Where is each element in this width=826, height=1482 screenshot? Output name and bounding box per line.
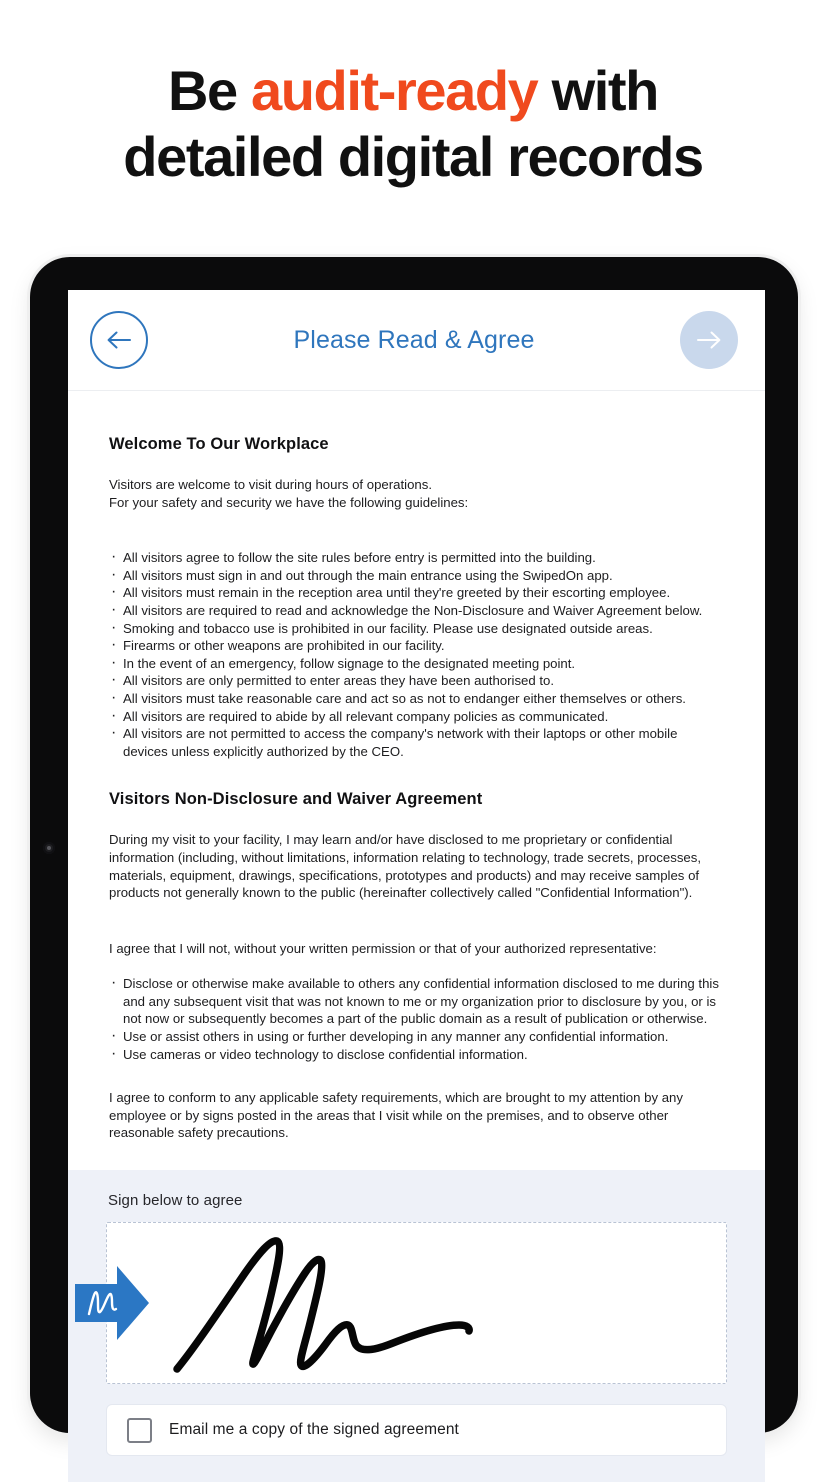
tablet-device-frame [30,257,798,1439]
app-header [68,290,765,391]
page-headline [0,58,826,190]
rule-list-item: · All visitors are required to abide by all relevant company policies as communicated. [109,708,725,726]
headline-text-before: Be [168,59,251,122]
nda-paragraph: During my visit to your facility, I may learn and/or have disclosed to me proprietary or confidential information (including, without limitations, information relating to technology, trade secrets, processes, materials, equipment, drawings, specifications, prototypes and products) and may receive samples of products not generally known to the public (hereinafter collectively called "Confidential Information"). [109,832,702,901]
rule-list-item: · All visitors are not permitted to access the company's network with their laptops or other mobile devices unless explicitly authorized by the CEO. [109,725,725,760]
rule-list-item: · Firearms or other weapons are prohibited in our facility. [109,637,725,655]
camera-icon [43,842,55,854]
headline-text-after: with [537,59,658,122]
intro-line-1: Visitors are welcome to visit during hours of operations. [109,477,433,492]
intro-line-2: For your safety and security we have the following guidelines: [109,494,469,510]
signature-panel [68,1170,765,1482]
nda-heading: Visitors Non-Disclosure and Waiver Agreement [109,790,483,809]
agreement-document[interactable] [68,391,765,1170]
forward-button[interactable] [680,311,738,369]
arrow-right-icon [696,330,722,350]
headline-accent-text: audit-ready [250,59,538,122]
agreement-list-item: · Use cameras or video technology to disclose confidential information. [109,1046,725,1064]
rule-list-item: · All visitors are required to read and acknowledge the Non-Disclosure and Waiver Agreement below. [109,602,725,620]
agreement-list-item: · Use or assist others in using or further developing in any manner any confidential information. [109,1028,725,1046]
signature-arrow-badge-icon [73,1262,151,1344]
email-copy-label: Email me a copy of the signed agreement [169,1421,459,1439]
rule-list-item: · All visitors must take reasonable care and act so as not to endanger either themselves or others. [109,690,725,708]
rule-list-item: · In the event of an emergency, follow signage to the designated meeting point. [109,655,725,673]
arrow-left-icon [106,330,132,350]
rule-list-item: · Smoking and tobacco use is prohibited in our facility. Please use designated outside areas. [109,620,725,638]
rule-list-item: · All visitors agree to follow the site rules before entry is permitted into the building. [109,549,725,567]
agreement-terms-list [109,975,725,1063]
rule-list-item: · All visitors must sign in and out through the main entrance using the SwipedOn app. [109,567,725,585]
signature-pad-wrapper [106,1222,727,1384]
tablet-screen [68,290,765,1439]
signature-ink [167,1229,587,1379]
headline-line-2: detailed digital records [123,125,703,189]
agree-intro-paragraph: I agree that I will not, without your written permission or that of your authorized representative: [109,940,657,956]
back-button[interactable] [90,311,148,369]
spacer [109,1063,725,1089]
workplace-rules-list [109,549,725,760]
closing-paragraph: I agree to conform to any applicable safety requirements, which are brought to my attention by any employee or by signs posted in the areas that I visit while on the premises, and to observe other reasonable safety precautions. [109,1090,683,1141]
spacer [109,529,725,549]
signature-pad[interactable] [106,1222,727,1384]
signature-label: Sign below to agree [108,1192,243,1210]
welcome-heading: Welcome To Our Workplace [109,435,329,453]
rule-list-item: · All visitors are only permitted to enter areas they have been authorised to. [109,672,725,690]
email-copy-row[interactable] [106,1404,727,1456]
email-copy-checkbox[interactable] [127,1418,152,1443]
headline-line-1 [168,59,658,122]
rule-list-item: · All visitors must remain in the reception area until they're greeted by their escorting employee. [109,584,725,602]
agreement-list-item: · Disclose or otherwise make available to others any confidential information disclosed to me during this and any subsequent visit that was not known to me or my organization prior to disclosure by you, or is not now or subsequently becomes a part of the public domain as a result of publication or otherwise. [109,975,725,1028]
page-title: Please Read & Agree [293,325,535,354]
spacer [109,920,725,940]
